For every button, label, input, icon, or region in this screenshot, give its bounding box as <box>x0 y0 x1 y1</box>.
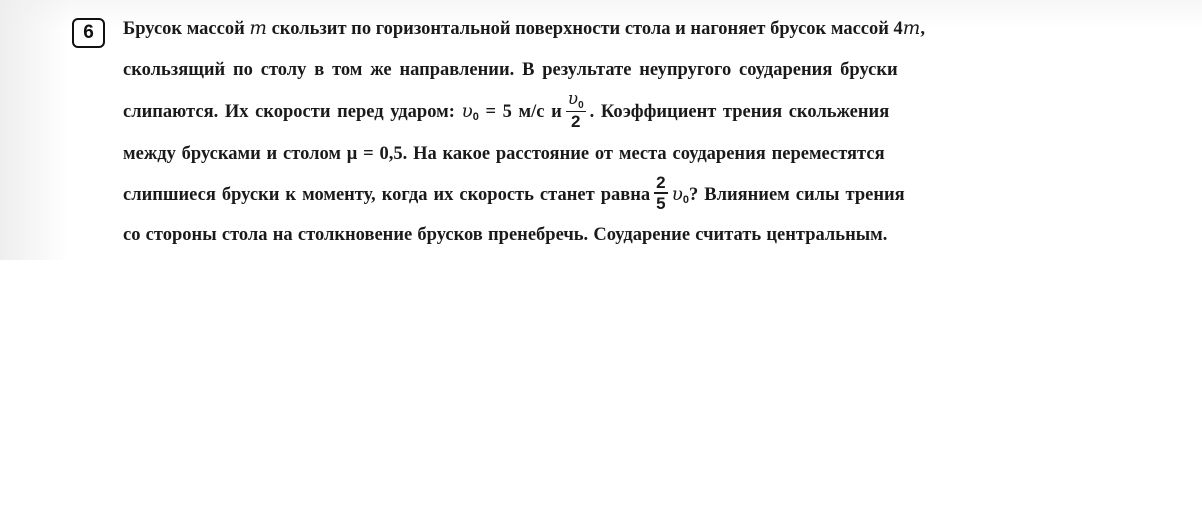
mass-variable-2: m <box>902 18 921 39</box>
line3-part-b: = 5 м/с и <box>485 102 562 122</box>
problem-number: 6 <box>83 22 94 43</box>
problem-text <box>123 18 1063 246</box>
page-edge-shadow <box>0 0 70 260</box>
line4-text: между брусками и столом μ = 0,5. На какое расстояние от места соударения переместятся <box>123 144 885 164</box>
problem-line-6 <box>123 224 1063 246</box>
line5-part-b: ? Влиянием силы трения <box>688 185 905 205</box>
fraction-numerator <box>566 89 586 111</box>
fraction-v0-over-2 <box>566 89 586 132</box>
fraction-denominator-5: 5 <box>656 193 666 213</box>
problem-line-3 <box>123 88 1063 132</box>
fraction-velocity: υ <box>567 88 579 109</box>
line1-comma: , <box>920 19 925 39</box>
line5-part-a: слипшиеся бруски к моменту, когда их скорость станет равна <box>123 185 651 205</box>
problem-line-4 <box>123 143 1063 165</box>
line3-part-c: . Коэффициент трения скольжения <box>589 102 890 122</box>
line3-part-a: слипаются. Их скорости перед ударом: <box>123 102 455 122</box>
fraction-2-over-5 <box>654 173 667 213</box>
problem-line-2 <box>123 59 1063 81</box>
line6-text: со стороны стола на столкновение брусков пренебречь. Соударение считать центральным. <box>123 225 888 245</box>
problem-number-badge <box>72 18 105 48</box>
fraction-denominator: 2 <box>570 112 581 132</box>
line1-part-a: Брусок массой <box>123 19 245 39</box>
problem-line-1 <box>123 18 1063 40</box>
fraction-numerator-2: 2 <box>656 173 666 193</box>
velocity-subscript: 0 <box>472 111 479 123</box>
fraction-subscript: 0 <box>578 99 584 111</box>
line1-part-b: скользит по горизонтальной поверхности стола и нагоняет брусок массой 4 <box>271 19 903 39</box>
velocity-variable: υ <box>461 101 473 122</box>
velocity-subscript-2: 0 <box>682 194 689 206</box>
mass-variable: m <box>249 18 267 39</box>
problem-line-5 <box>123 173 1063 213</box>
line1-text <box>123 18 925 40</box>
line2-text: скользящий по столу в том же направлении. В результате неупругого соударения бруски <box>123 60 898 80</box>
velocity-variable-2: υ <box>671 184 683 205</box>
